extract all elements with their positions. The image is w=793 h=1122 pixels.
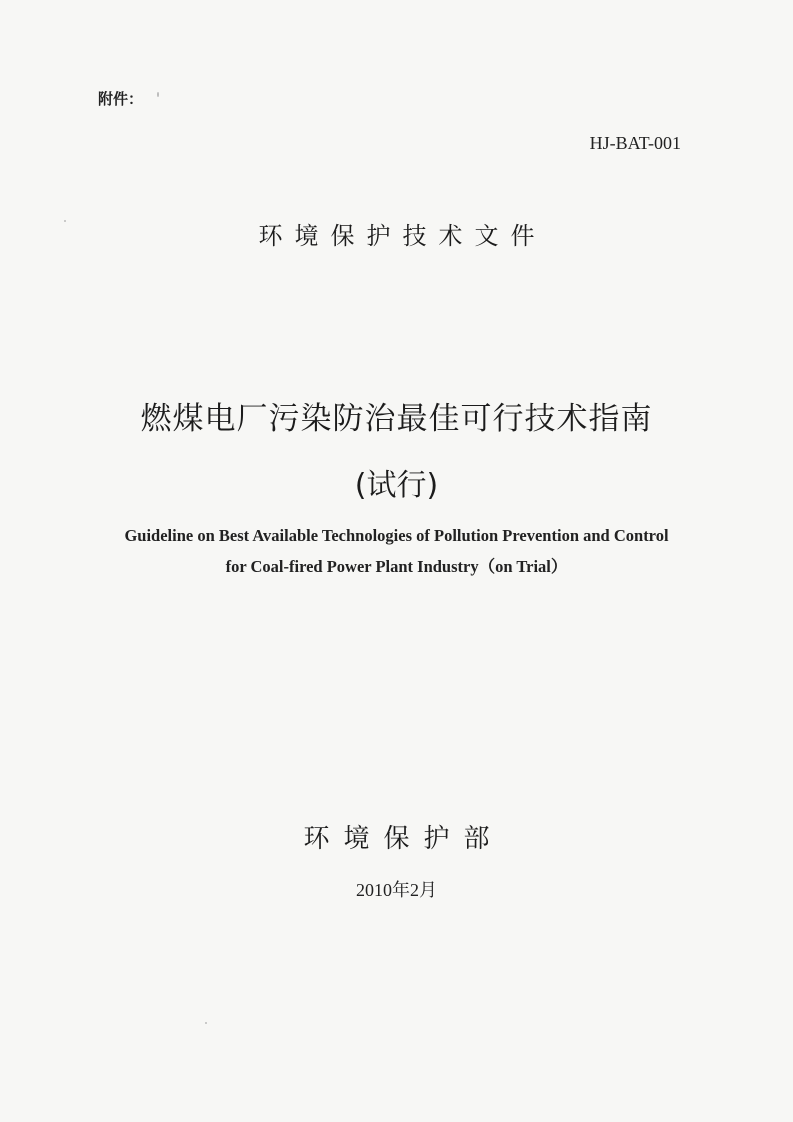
series-title: 环境保护技术文件 (258, 222, 547, 250)
trial-label: (试行) (354, 468, 439, 503)
english-title (0, 520, 793, 582)
scan-speck (64, 220, 66, 222)
main-title: 燃煤电厂污染防治最佳可行技术指南 (140, 401, 653, 437)
english-title-line-2: for Coal-fired Power Plant Industry（on Trial） (225, 557, 568, 576)
scan-speck (205, 1022, 207, 1024)
issuer: 环境保护部 (303, 824, 504, 854)
scan-speck (157, 92, 159, 97)
english-title-line-1: Guideline on Best Available Technologies of Pollution Prevention and Control (124, 526, 669, 545)
issue-date: 2010年2月 (356, 880, 437, 900)
attachment-label: 附件： (98, 90, 144, 108)
document-code: HJ-BAT-001 (589, 133, 681, 153)
